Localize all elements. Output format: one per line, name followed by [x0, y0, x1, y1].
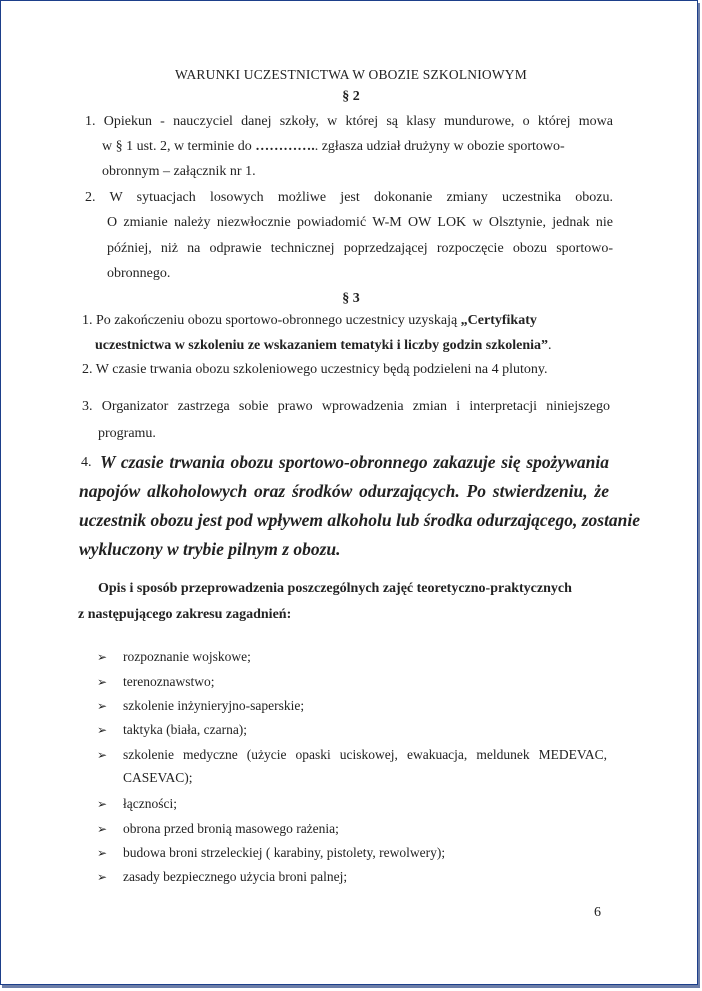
alcohol-ban-line4: wykluczony w trybie pilnym z obozu.	[79, 539, 341, 559]
arrow-bullet-icon: ➢	[97, 870, 108, 884]
sec3-item1-line1	[82, 313, 537, 329]
topic-text: łączności;	[123, 796, 177, 811]
topic-item	[97, 845, 445, 861]
description-line1: Opis i sposób przeprowadzenia poszczególnych zajęć teoretyczno-praktycznych	[98, 581, 572, 596]
sec2-item2-line3: później, niż na odprawie technicznej poprzedzającej rozpoczęcie obozu sportowo-	[107, 241, 613, 256]
document-title: WARUNKI UCZESTNICTWA W OBOZIE SZKOLNIOWYM	[175, 67, 527, 82]
topic-continuation: CASEVAC);	[123, 770, 193, 785]
topic-text: szkolenie inżynieryjno-saperskie;	[123, 698, 305, 713]
arrow-bullet-icon: ➢	[97, 650, 108, 664]
topic-text: szkolenie medyczne (użycie opaski uciskowej, ewakuacja, meldunek MEDEVAC,	[123, 747, 607, 762]
sec3-item4-number: 4.	[81, 455, 92, 470]
sec3-item3-line1: 3. Organizator zastrzega sobie prawo wprowadzenia zmian i interpretacji niniejszego	[82, 399, 610, 414]
arrow-bullet-icon: ➢	[97, 822, 108, 836]
sec2-item2-line2: O zmianie należy niezwłocznie powiadomić W-M OW LOK w Olsztynie, jednak nie	[107, 215, 613, 230]
topic-item	[97, 747, 607, 763]
certificate-title-start: „Certyfikaty	[460, 313, 537, 328]
arrow-bullet-icon: ➢	[97, 699, 108, 713]
sec3-item1-text: 1. Po zakończeniu obozu sportowo-obronnego uczestnicy uzyskają	[82, 313, 461, 328]
sec3-item2: 2. W czasie trwania obozu szkoleniowego uczestnicy będą podzieleni na 4 plutony.	[82, 362, 548, 377]
sec2-item1-line2-text-b: . zgłasza udział drużyny w obozie sportowo-	[314, 139, 565, 154]
page-number: 6	[594, 905, 601, 920]
sec2-item2-line1: 2. W sytuacjach losowych możliwe jest dokonanie zmiany uczestnika obozu.	[85, 190, 613, 205]
deadline-placeholder: ………….	[255, 139, 315, 154]
section-3-heading: § 3	[342, 291, 360, 306]
arrow-bullet-icon: ➢	[97, 797, 108, 811]
topic-item	[97, 869, 347, 885]
topic-item	[97, 698, 304, 714]
arrow-bullet-icon: ➢	[97, 675, 108, 689]
alcohol-ban-line2: napojów alkoholowych oraz środków odurzających. Po stwierdzeniu, że	[79, 481, 609, 501]
topic-text: terenoznawstwo;	[123, 674, 215, 689]
topic-text: taktyka (biała, czarna);	[123, 722, 248, 737]
alcohol-ban-line1: W czasie trwania obozu sportowo-obronnego zakazuje się spożywania	[100, 452, 609, 472]
sec2-item1-line2	[102, 139, 565, 155]
arrow-bullet-icon: ➢	[97, 723, 108, 737]
topic-item	[97, 649, 251, 665]
arrow-bullet-icon: ➢	[97, 846, 108, 860]
sec2-item1-line3: obronnym – załącznik nr 1.	[102, 164, 256, 179]
description-line2: z następującego zakresu zagadnień:	[78, 607, 292, 622]
certificate-title-end: uczestnictwa w szkoleniu ze wskazaniem tematyki i liczby godzin szkolenia”	[95, 338, 549, 353]
topic-text: zasady bezpiecznego użycia broni palnej;	[123, 869, 348, 884]
arrow-bullet-icon: ➢	[97, 748, 108, 762]
topic-text: budowa broni strzeleckiej ( karabiny, pistolety, rewolwery);	[123, 845, 446, 860]
topic-text: rozpoznanie wojskowe;	[123, 649, 251, 664]
section-2-heading: § 2	[342, 89, 360, 104]
topic-item	[97, 796, 177, 812]
sec2-item1-line1: 1. Opiekun - nauczyciel danej szkoły, w której są klasy mundurowe, o której mowa	[85, 114, 613, 129]
sec3-item1-line2	[95, 338, 552, 354]
topic-text: obrona przed bronią masowego rażenia;	[123, 821, 339, 836]
sec3-item1-period: .	[548, 338, 552, 353]
sec2-item2-line4: obronnego.	[107, 266, 171, 281]
alcohol-ban-line3: uczestnik obozu jest pod wpływem alkoholu lub środka odurzającego, zostanie	[79, 510, 641, 530]
sec3-item3-line2: programu.	[98, 426, 156, 441]
sec2-item1-line2-text-a: w § 1 ust. 2, w terminie do	[102, 139, 256, 154]
topic-item	[97, 722, 247, 738]
topic-item	[97, 821, 339, 837]
topic-item	[97, 674, 214, 690]
